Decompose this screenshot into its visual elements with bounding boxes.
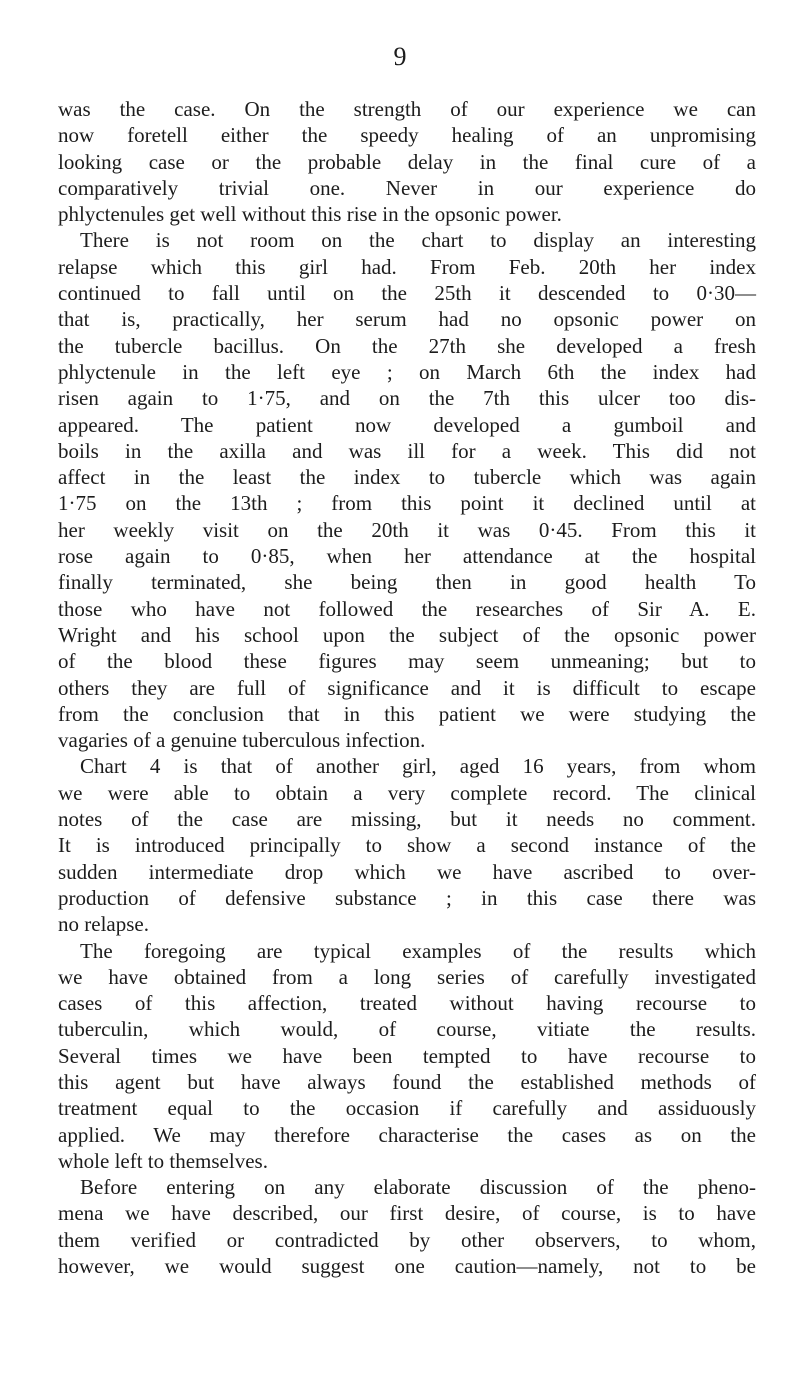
text-line: rose again to 0·85, when her attendance at the hospital: [58, 544, 756, 569]
text-line: cases of this affection, treated without having recourse to: [58, 991, 756, 1016]
text-line: whole left to themselves.: [58, 1148, 268, 1173]
text-line: now foretell either the speedy healing of an unpromising: [58, 123, 756, 148]
text-line: phlyctenule in the left eye ; on March 6th the index had: [58, 359, 756, 384]
text-line: Wright and his school upon the subject of the opsonic power: [58, 622, 756, 647]
text-line: treatment equal to the occasion if carefully and assiduously: [58, 1096, 756, 1121]
text-line: boils in the axilla and was ill for a week. This did not: [58, 438, 756, 463]
text-line: Before entering on any elaborate discussion of the pheno-: [80, 1175, 756, 1200]
text-line: phlyctenules get well without this rise in the opsonic power.: [58, 202, 562, 227]
text-line: The foregoing are typical examples of the results which: [80, 938, 756, 963]
text-line: appeared. The patient now developed a gumboil and: [58, 412, 756, 437]
text-line: we have obtained from a long series of carefully investigated: [58, 964, 756, 989]
text-line: them verified or contradicted by other observers, to whom,: [58, 1227, 756, 1252]
text-line: continued to fall until on the 25th it descended to 0·30—: [58, 281, 756, 306]
text-line: notes of the case are missing, but it needs no comment.: [58, 807, 756, 832]
paragraph: [36, 753, 756, 937]
text-line: sudden intermediate drop which we have ascribed to over-: [58, 859, 756, 884]
text-line: was the case. On the strength of our experience we can: [58, 97, 756, 121]
text-line: looking case or the probable delay in the final cure of a: [58, 149, 756, 174]
text-line: others they are full of significance and it is difficult to escape: [58, 675, 756, 700]
text-line: however, we would suggest one caution—namely, not to be: [58, 1254, 756, 1279]
text-line: It is introduced principally to show a second instance of the: [58, 833, 756, 858]
paragraph: [36, 1174, 756, 1279]
text-line: affect in the least the index to tubercle which was again: [58, 465, 756, 490]
text-line: relapse which this girl had. From Feb. 20th her index: [58, 254, 756, 279]
text-line: the tubercle bacillus. On the 27th she developed a fresh: [58, 333, 756, 358]
text-line: There is not room on the chart to display an interesting: [80, 228, 756, 253]
text-line: Chart 4 is that of another girl, aged 16 years, from whom: [80, 754, 756, 779]
text-line: that is, practically, her serum had no opsonic power on: [58, 307, 756, 332]
text-line: Several times we have been tempted to have recourse to: [58, 1043, 756, 1068]
text-line: those who have not followed the researches of Sir A. E.: [58, 596, 756, 621]
text-line: we were able to obtain a very complete record. The clinical: [58, 780, 756, 805]
paragraph: [36, 227, 756, 753]
text-line: production of defensive substance ; in this case there was: [58, 885, 756, 910]
text-line: mena we have described, our first desire, of course, is to have: [58, 1201, 756, 1226]
text-line: 1·75 on the 13th ; from this point it declined until at: [58, 491, 756, 516]
text-line: no relapse.: [58, 912, 149, 937]
page-number: 9: [393, 42, 407, 71]
text-line: tuberculin, which would, of course, vitiate the results.: [58, 1017, 756, 1042]
text-line: of the blood these figures may seem unmeaning; but to: [58, 649, 756, 674]
text-line: finally terminated, she being then in good health To: [58, 570, 756, 595]
text-line: her weekly visit on the 20th it was 0·45. From this it: [58, 517, 756, 542]
text-line: applied. We may therefore characterise the cases as on the: [58, 1122, 756, 1147]
text-line: comparatively trivial one. Never in our experience do: [58, 175, 756, 200]
text-line: risen again to 1·75, and on the 7th this ulcer too dis-: [58, 386, 756, 411]
text-line: from the conclusion that in this patient we were studying the: [58, 701, 756, 726]
text-line: vagaries of a genuine tuberculous infection.: [58, 728, 426, 753]
paragraph: [36, 96, 756, 227]
text-line: this agent but have always found the established methods of: [58, 1069, 756, 1094]
body-text: [36, 96, 756, 1279]
paragraph: [36, 938, 756, 1175]
